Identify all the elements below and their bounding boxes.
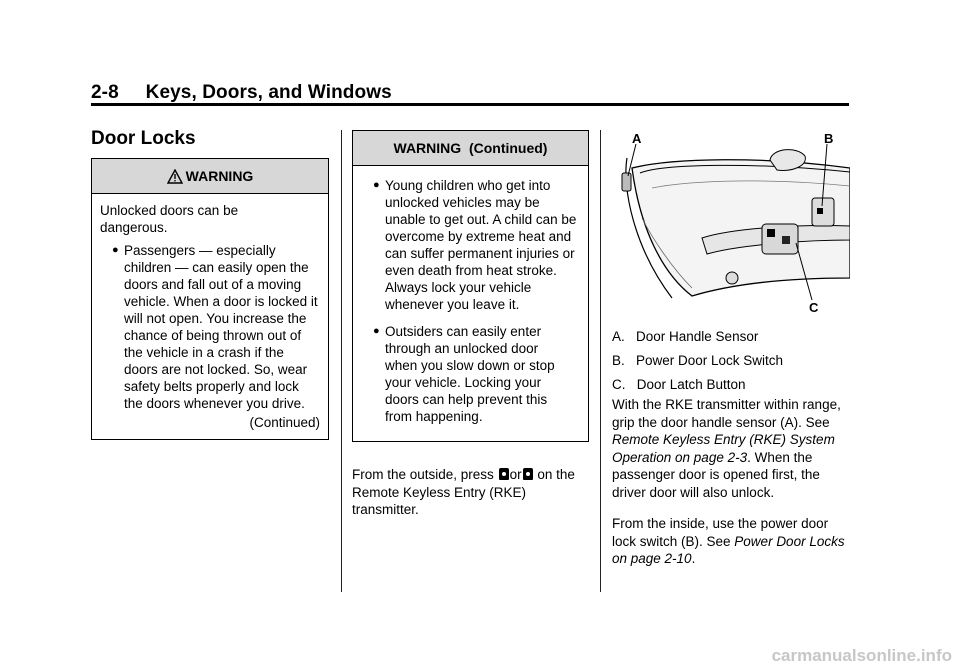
inside-text: From the inside, use the power door lock switch (B). See [612,516,829,549]
bullet-dot: ● [112,244,119,256]
warning-bullet-text: Passengers — especially children — can easily open the doors and fall out of a moving vehicle. When a door is locked it will not open. You increase the chance of being thrown out of the vehicle in a crash if the doors are not locked. So, wear safety belts properly and lock the doors whenever you drive. [124,243,318,411]
warning-bullet-text: Young children who get into unlocked vehicles may be unable to get out. A child can be overcome by extreme heat and can suffer permanent injuries or even death from heat stroke. Always lock your vehicle whenever you leave it. [385,178,577,312]
warning-title: WARNING [185,168,254,184]
section-title: Door Locks [91,128,196,149]
bullet-dot: ● [373,325,380,337]
lock-icon [499,468,509,480]
warning-bullet [361,323,573,425]
unlock-icon [523,468,533,480]
warning-bullet-text: Outsiders can easily enter through an unlocked door when you slow down or stop your vehicle. Locking your doors can help prevent this from happening. [385,324,555,424]
label-c: C [809,300,819,313]
outside-paragraph [352,466,584,519]
continued-label: (Continued) [249,415,320,430]
inside-text-2: . [691,551,696,566]
inside-link[interactable]: Power Door Locks on page 2-10 [612,533,845,566]
caption-item: C. Door Latch Button [612,377,746,392]
label-a: A [632,131,642,146]
outside-text: From the outside, press [352,467,498,482]
rke-paragraph [612,396,848,501]
warning-header: WARNING (Continued) [353,131,588,166]
warning-bullet [100,242,320,412]
rke-text: With the RKE transmitter within range, grip the door handle sensor (A). See [612,397,841,430]
warning-intro: Unlocked doors can be dangerous. [100,203,239,235]
rke-link[interactable]: Remote Keyless Entry (RKE) System Operation on page 2-3 [612,432,835,465]
inside-paragraph [612,515,848,568]
warning-box-continued [352,130,589,442]
watermark: carmanualsonline.info [771,646,952,665]
outside-text-2: on the Remote Keyless Entry (RKE) transmitter. [352,467,575,517]
caption-item: B. Power Door Lock Switch [612,353,784,368]
header-rule [91,103,849,106]
column-divider-1 [341,130,342,592]
rke-text-2: . When the passenger door is opened first, the driver door will also unlock. [612,449,820,500]
column-divider-2 [600,130,601,592]
caption-item: A. Door Handle Sensor [612,329,759,344]
label-b: B [824,131,834,146]
warning-bullet [361,177,581,313]
warning-header [92,159,328,194]
bullet-dot: ● [373,179,380,191]
warning-box [91,158,329,440]
caption-list [612,328,850,393]
page-header-title: 2-8 Keys, Doors, and Windows [91,82,392,103]
door-illustration [612,128,850,313]
warning-triangle-icon [167,162,183,197]
or-text: or [509,467,522,482]
